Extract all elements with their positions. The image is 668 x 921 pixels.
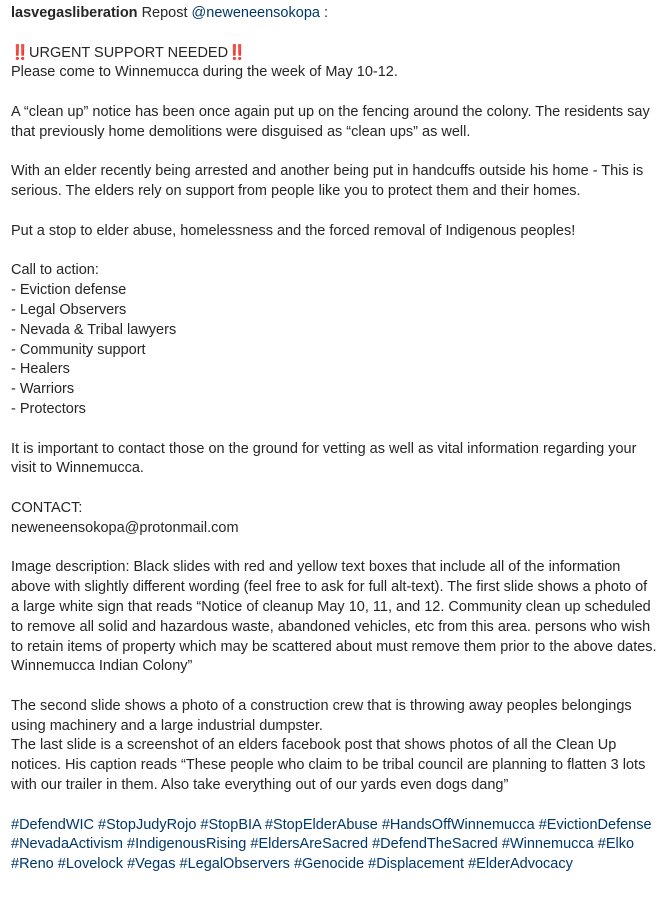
elder-paragraph: With an elder recently being arrested and another being put in handcuffs outside his home - This is serious. The elders rely on support from people like you to protect them and their homes. [11, 163, 644, 200]
hashtag-link[interactable]: #Vegas [127, 856, 176, 873]
call-item: - Community support [11, 341, 146, 358]
call-item: - Healers [11, 361, 70, 378]
caption-header [11, 4, 658, 24]
username-link[interactable]: lasvegasliberation [11, 5, 138, 21]
image-description-paragraph: Image description: Black slides with red and yellow text boxes that include all of the information above with slightly different wording (feel free to ask for full alt-text). The first slide shows a photo of a large white sign that reads “Notice of cleanup May 10, 11, and 12. Community clean up scheduled to remove all solid and hazardous waste, abandoned vehicles, etc from this area. persons who wish to retain items of property which may be scattered about must remove them prior to the above dates. Winnemucca Indian Colony” [11, 559, 657, 675]
hashtag-link[interactable]: #IndigenousRising [127, 836, 247, 853]
stop-paragraph: Put a stop to elder abuse, homelessness and the forced removal of Indigenous peoples! [11, 222, 576, 239]
hashtag-list [11, 816, 658, 875]
hashtag-link[interactable]: #StopElderAbuse [264, 816, 378, 833]
hashtag-link[interactable]: #StopBIA [200, 816, 261, 833]
contact-heading: CONTACT: [11, 499, 83, 516]
mention-link[interactable]: @neweneensokopa [191, 5, 320, 21]
last-slide-paragraph: The last slide is a screenshot of an elders facebook post that shows photos of all the Clean Up notices. His caption reads “These people who claim to be tribal council are planning to flatten 3 lots with our trailer in them. Also take everything out of our yards even dogs dang” [11, 737, 646, 794]
caption-body [11, 44, 658, 875]
repost-label: Repost [141, 5, 188, 21]
notice-paragraph: A “clean up” notice has been once again put up on the fencing around the colony. The residents say that previously home demolitions were disguised as “clean ups” as well. [11, 103, 650, 140]
call-item: - Warriors [11, 381, 75, 398]
hashtag-link[interactable]: #LegalObservers [179, 856, 290, 873]
hashtag-link[interactable]: #HandsOffWinnemucca [381, 816, 535, 833]
hashtag-link[interactable]: #Winnemucca [501, 836, 594, 853]
header-colon: : [323, 5, 329, 21]
contact-email: neweneensokopa@protonmail.com [11, 519, 239, 536]
hashtag-link[interactable]: #EvictionDefense [538, 816, 652, 833]
hashtag-link[interactable]: #Lovelock [57, 856, 124, 873]
call-item: - Protectors [11, 400, 86, 417]
hashtag-link[interactable]: #DefendWIC [11, 816, 95, 833]
call-item: - Legal Observers [11, 301, 127, 318]
hashtag-link[interactable]: #Elko [597, 836, 635, 853]
call-item: - Nevada & Tribal lawyers [11, 321, 177, 338]
hashtag-link[interactable]: #StopJudyRojo [98, 816, 197, 833]
call-heading: Call to action: [11, 262, 99, 279]
urgent-line: ‼️URGENT SUPPORT NEEDED‼️ [11, 44, 247, 61]
hashtag-link[interactable]: #EldersAreSacred [250, 836, 369, 853]
come-line: Please come to Winnemucca during the week of May 10-12. [11, 64, 398, 81]
second-slide-paragraph: The second slide shows a photo of a construction crew that is throwing away peoples belongings using machinery and a large industrial dumpster. [11, 697, 632, 734]
call-list [11, 281, 658, 420]
hashtag-link[interactable]: #Reno [11, 856, 54, 873]
contact-info-paragraph: It is important to contact those on the ground for vetting as well as vital information regarding your visit to Winnemucca. [11, 440, 637, 477]
hashtag-link[interactable]: #Displacement [368, 856, 465, 873]
hashtag-link[interactable]: #DefendTheSacred [372, 836, 498, 853]
hashtag-link[interactable]: #NevadaActivism [11, 836, 124, 853]
call-item: - Eviction defense [11, 282, 127, 299]
hashtag-link[interactable]: #ElderAdvocacy [468, 856, 573, 873]
hashtag-link[interactable]: #Genocide [293, 856, 365, 873]
